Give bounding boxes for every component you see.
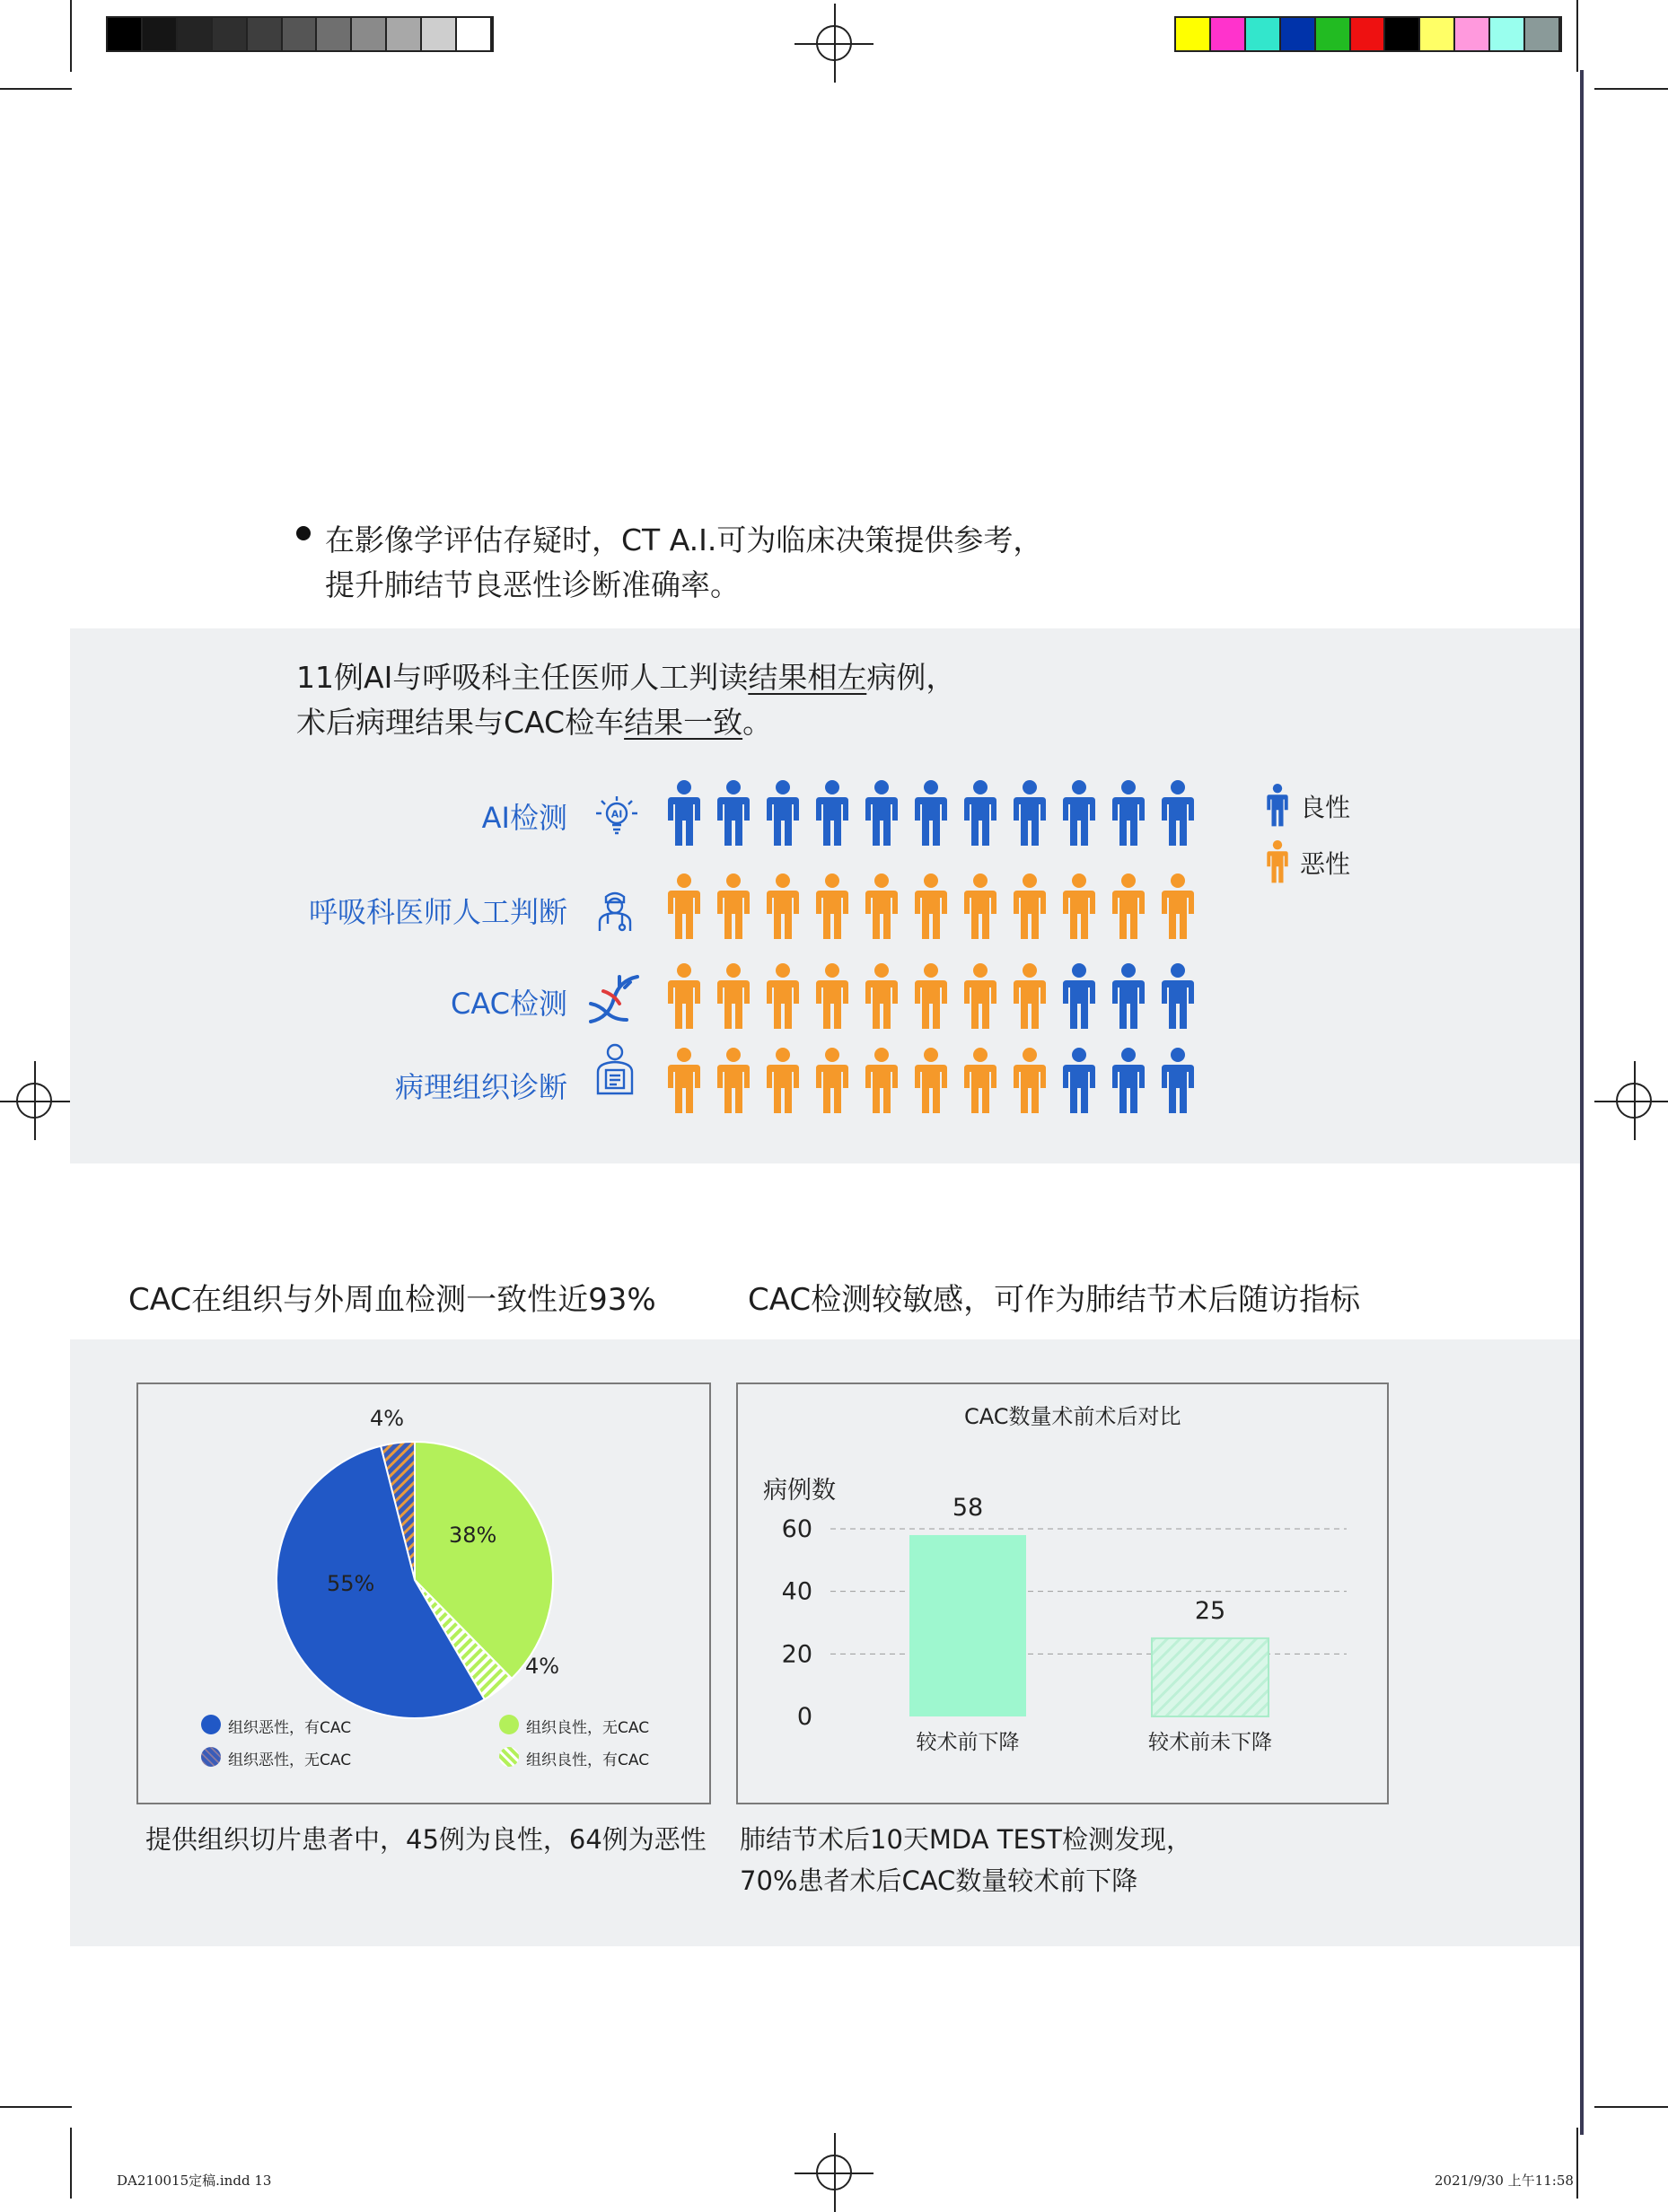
x-category-label: 较术前下降	[916, 1731, 1020, 1754]
swatch	[1176, 18, 1211, 50]
color-bar-swatches	[1174, 16, 1562, 52]
registration-mark	[816, 2155, 852, 2190]
registration-mark	[16, 1083, 52, 1119]
x-category-label: 较术前未下降	[1148, 1731, 1272, 1754]
comparison-heading	[296, 655, 955, 745]
y-tick-label: 0	[796, 1703, 812, 1731]
gray-ramp-swatches	[106, 16, 494, 52]
crop-mark	[1594, 88, 1668, 90]
malignant-person-icon	[765, 1047, 801, 1115]
swatch	[422, 18, 457, 50]
benign-legend-person-icon	[1266, 783, 1289, 828]
y-tick-label: 40	[781, 1577, 812, 1606]
crop-mark	[70, 2128, 72, 2199]
heading-line-1: 11例AI与呼吸科主任医师人工判读结果相左病例，	[296, 660, 956, 695]
binding-edge-line	[1580, 70, 1584, 2135]
malignant-person-icon	[814, 873, 850, 941]
malignant-person-icon	[1111, 873, 1146, 941]
bullet-line-2: 提升肺结节良恶性诊断准确率。	[325, 567, 740, 602]
registration-mark	[816, 25, 852, 61]
swatch	[248, 18, 283, 50]
swatch	[1281, 18, 1316, 50]
malignant-person-icon	[666, 873, 702, 941]
swatch	[178, 18, 213, 50]
malignant-person-icon	[962, 873, 998, 941]
malignant-person-icon	[765, 873, 801, 941]
benign-person-icon	[814, 779, 850, 847]
swatch	[213, 18, 248, 50]
swatch	[1351, 18, 1386, 50]
footer-timestamp: 2021/9/30 上午11:58	[1435, 2172, 1574, 2189]
malignant-person-icon	[962, 1047, 998, 1115]
swatch	[387, 18, 422, 50]
swatch	[1316, 18, 1351, 50]
legend-swatch-malignant-no	[201, 1747, 221, 1767]
malignant-legend-person-icon	[1266, 839, 1289, 884]
bar-2	[1152, 1638, 1269, 1716]
bar-chart-title: CAC数量术前术后对比	[964, 1404, 1181, 1429]
benign-person-icon	[962, 779, 998, 847]
row-label-doctor: 呼吸科医师人工判断	[308, 895, 567, 929]
swatch	[1490, 18, 1525, 50]
legend-label-benign-no: 组织良性，无CAC	[526, 1719, 650, 1737]
benign-person-icon	[1111, 1047, 1146, 1115]
malignant-person-icon	[814, 1047, 850, 1115]
malignant-person-icon	[1012, 873, 1048, 941]
swatch	[1246, 18, 1281, 50]
crop-mark	[1576, 0, 1578, 72]
malignant-person-icon	[864, 962, 900, 1031]
registration-mark	[1616, 1083, 1652, 1119]
row-label-ai: AI检测	[481, 801, 567, 835]
pie-chart	[136, 1382, 711, 1804]
malignant-person-icon	[1012, 1047, 1048, 1115]
bar-value-label: 25	[1194, 1596, 1226, 1625]
benign-person-icon	[913, 779, 949, 847]
swatch	[1420, 18, 1455, 50]
benign-person-icon	[1012, 779, 1048, 847]
swatch	[457, 18, 492, 50]
swatch	[143, 18, 178, 50]
swatch	[317, 18, 352, 50]
bar-caption	[740, 1819, 1192, 1901]
bar-1	[909, 1535, 1026, 1716]
y-tick-label: 60	[781, 1515, 812, 1543]
crop-mark	[0, 88, 72, 90]
benign-person-icon	[1160, 779, 1196, 847]
ai-bulb-icon	[594, 794, 639, 838]
svg-text:AI: AI	[610, 808, 623, 821]
bar-caption-line-2: 70%患者术后CAC数量较术前下降	[740, 1865, 1138, 1896]
benign-person-icon	[1111, 962, 1146, 1031]
malignant-person-icon	[666, 1047, 702, 1115]
swatch	[1385, 18, 1420, 50]
right-section-title: CAC检测较敏感，可作为肺结节术后随访指标	[748, 1282, 1361, 1318]
bar-value-label: 58	[952, 1493, 984, 1522]
swatch	[352, 18, 387, 50]
bar-chart-ylabel: 病例数	[763, 1477, 836, 1505]
benign-legend-label: 良性	[1300, 793, 1351, 822]
bar-caption-line-1: 肺结节术后10天MDA TEST检测发现，	[740, 1824, 1192, 1855]
swatch	[1455, 18, 1490, 50]
footer-file-info: DA210015定稿.indd 13	[117, 2172, 272, 2189]
bar-chart	[736, 1382, 1389, 1804]
legend-label-malignant-cac: 组织恶性，有CAC	[228, 1719, 352, 1737]
malignant-person-icon	[765, 962, 801, 1031]
pie-label-benign-no: 38%	[449, 1523, 497, 1548]
malignant-person-icon	[1160, 873, 1196, 941]
patient-report-icon	[594, 1043, 636, 1095]
benign-person-icon	[715, 779, 751, 847]
pie-label-benign-cac: 4%	[525, 1654, 560, 1679]
malignant-legend-label: 恶性	[1300, 849, 1351, 879]
benign-person-icon	[1061, 962, 1097, 1031]
dna-icon	[584, 973, 641, 1025]
legend-swatch-benign-cac	[499, 1747, 519, 1767]
pie-label-malignant-cac: 55%	[327, 1571, 375, 1596]
legend-swatch-benign-no	[499, 1715, 519, 1734]
row-label-pathology: 病理组织诊断	[394, 1070, 567, 1104]
malignant-person-icon	[715, 873, 751, 941]
benign-person-icon	[1160, 962, 1196, 1031]
malignant-person-icon	[913, 962, 949, 1031]
pie-label-malignant-no: 4%	[370, 1406, 405, 1431]
benign-person-icon	[765, 779, 801, 847]
benign-person-icon	[864, 779, 900, 847]
swatch	[1525, 18, 1560, 50]
pie-caption: 提供组织切片患者中，45例为良性，64例为恶性	[145, 1824, 707, 1855]
malignant-person-icon	[715, 962, 751, 1031]
benign-person-icon	[1061, 1047, 1097, 1115]
bullet-text	[325, 518, 1042, 608]
swatch	[1211, 18, 1246, 50]
malignant-person-icon	[715, 1047, 751, 1115]
malignant-person-icon	[1061, 873, 1097, 941]
swatch	[108, 18, 143, 50]
heading-line-2: 术后病理结果与CAC检车结果一致。	[296, 705, 773, 740]
crop-mark	[70, 0, 72, 72]
malignant-person-icon	[864, 1047, 900, 1115]
malignant-person-icon	[913, 873, 949, 941]
benign-person-icon	[1111, 779, 1146, 847]
legend-label-benign-cac: 组织良性，有CAC	[526, 1751, 650, 1769]
legend-label-malignant-no: 组织恶性，无CAC	[228, 1751, 352, 1769]
malignant-person-icon	[1012, 962, 1048, 1031]
legend-swatch-malignant-cac	[201, 1715, 221, 1734]
benign-person-icon	[666, 779, 702, 847]
malignant-person-icon	[666, 962, 702, 1031]
benign-person-icon	[1160, 1047, 1196, 1115]
crop-mark	[0, 2106, 72, 2108]
left-section-title: CAC在组织与外周血检测一致性近93%	[128, 1282, 656, 1318]
benign-person-icon	[1061, 779, 1097, 847]
bullet-line-1: 在影像学评估存疑时，CT A.I.可为临床决策提供参考，	[325, 522, 1043, 557]
y-tick-label: 20	[781, 1640, 812, 1669]
doctor-icon	[594, 888, 636, 933]
row-label-cac: CAC检测	[450, 987, 567, 1021]
malignant-person-icon	[864, 873, 900, 941]
crop-mark	[1576, 2128, 1578, 2199]
swatch	[283, 18, 318, 50]
bullet-dot	[296, 526, 311, 540]
malignant-person-icon	[913, 1047, 949, 1115]
crop-mark	[1594, 2106, 1668, 2108]
malignant-person-icon	[814, 962, 850, 1031]
malignant-person-icon	[962, 962, 998, 1031]
